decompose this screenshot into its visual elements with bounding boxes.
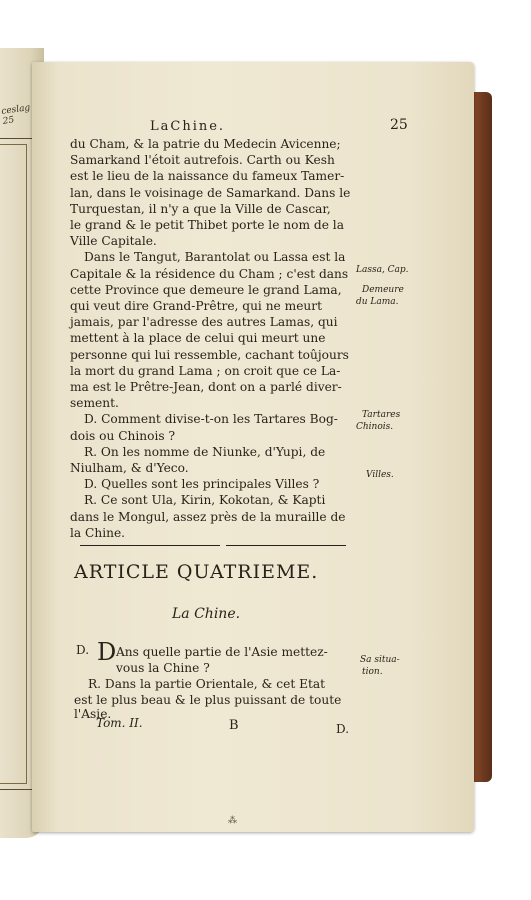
question-line: Ans quelle partie de l'Asie mettez-: [116, 645, 328, 659]
margin-note-demeure: Demeure: [362, 285, 404, 295]
answer-line: R. On les nomme de Niunke, d'Yupi, de: [84, 444, 326, 459]
margin-note-villes: Villes.: [366, 470, 394, 480]
text-line: qui veut dire Grand-Prêtre, qui ne meurt: [70, 299, 322, 314]
section-rule-left: [80, 545, 220, 546]
margin-note-tion: tion.: [362, 667, 383, 677]
text-line: Niulham, & d'Yeco.: [70, 461, 189, 476]
question-line: vous la Chine ?: [116, 661, 210, 675]
article-heading: ARTICLE QUATRIEME.: [74, 561, 319, 583]
text-line: Turquestan, il n'y a que la Ville de Cascar,: [70, 201, 331, 216]
text-line: Samarkand l'étoit autrefois. Carth ou Kesh: [70, 153, 335, 168]
page-number: 25: [390, 117, 408, 133]
section-rule-right: [226, 545, 346, 546]
sheet-signature: B: [229, 718, 239, 733]
question-line: D. Comment divise-t-on les Tartares Bog-: [84, 412, 338, 427]
text-line: mettent à la place de celui qui meurt une: [70, 331, 326, 346]
question-answer-block: [70, 411, 350, 541]
text-line: ma est le Prêtre-Jean, dont on a parlé diver-: [70, 380, 342, 395]
map-frame-inner: [0, 144, 27, 784]
answer-line: R. Ce sont Ula, Kirin, Kokotan, & Kapti: [84, 493, 326, 508]
margin-note-lassa: Lassa, Cap.: [356, 265, 409, 275]
answer-line: R. Dans la partie Orientale, & cet Etat: [88, 677, 326, 691]
text-line: personne qui lui ressemble, cachant toûjours: [70, 347, 349, 362]
article-subheading: La Chine.: [172, 606, 241, 622]
answer-line: l'Asie.: [74, 707, 112, 721]
paragraph-2: [70, 249, 350, 411]
margin-note-tartares: Tartares: [362, 410, 401, 420]
question-line: D. Quelles sont les principales Villes ?: [84, 477, 320, 492]
margin-note-chinois: Chinois.: [356, 422, 394, 432]
margin-note-du-lama: du Lama.: [356, 297, 399, 307]
running-head: LaChine.: [150, 119, 226, 134]
text-line: cette Province que demeure le grand Lama,: [70, 282, 342, 297]
page-bottom-ornament-icon: ⁂: [228, 816, 238, 826]
drop-cap: D: [97, 638, 117, 666]
text-line: jamais, par l'adresse des autres Lamas, qui: [70, 315, 338, 330]
signature-mark: Tom. II.: [96, 716, 143, 730]
text-line: du Cham, & la patrie du Medecin Avicenne;: [70, 137, 341, 151]
catchword: D.: [336, 722, 350, 736]
text-line: le grand & le petit Thibet porte le nom de la: [70, 218, 344, 233]
body-text: [70, 136, 350, 541]
text-line: la Chine.: [70, 525, 126, 540]
text-line: la mort du grand Lama ; on croit que ce La-: [70, 363, 341, 378]
answer-line: est le plus beau & le plus puissant de toute: [74, 693, 342, 707]
left-page-note: ceslag 25: [0, 102, 31, 127]
question-prefix: D.: [76, 643, 90, 657]
text-line: dans le Mongul, assez près de la muraille de: [70, 509, 346, 524]
text-line: dois ou Chinois ?: [70, 428, 176, 443]
margin-note-sa-situa: Sa situa-: [360, 655, 400, 665]
text-line: sement.: [70, 396, 119, 411]
paragraph-1: [70, 136, 350, 249]
text-line: lan, dans le voisinage de Samarkand. Dans le: [70, 185, 351, 200]
text-line: Ville Capitale.: [70, 234, 157, 249]
text-line: Dans le Tangut, Barantolat ou Lassa est la: [84, 250, 346, 265]
text-line: est le lieu de la naissance du fameux Tamer-: [70, 169, 345, 184]
text-line: Capitale & la résidence du Cham ; c'est dans: [70, 266, 349, 281]
